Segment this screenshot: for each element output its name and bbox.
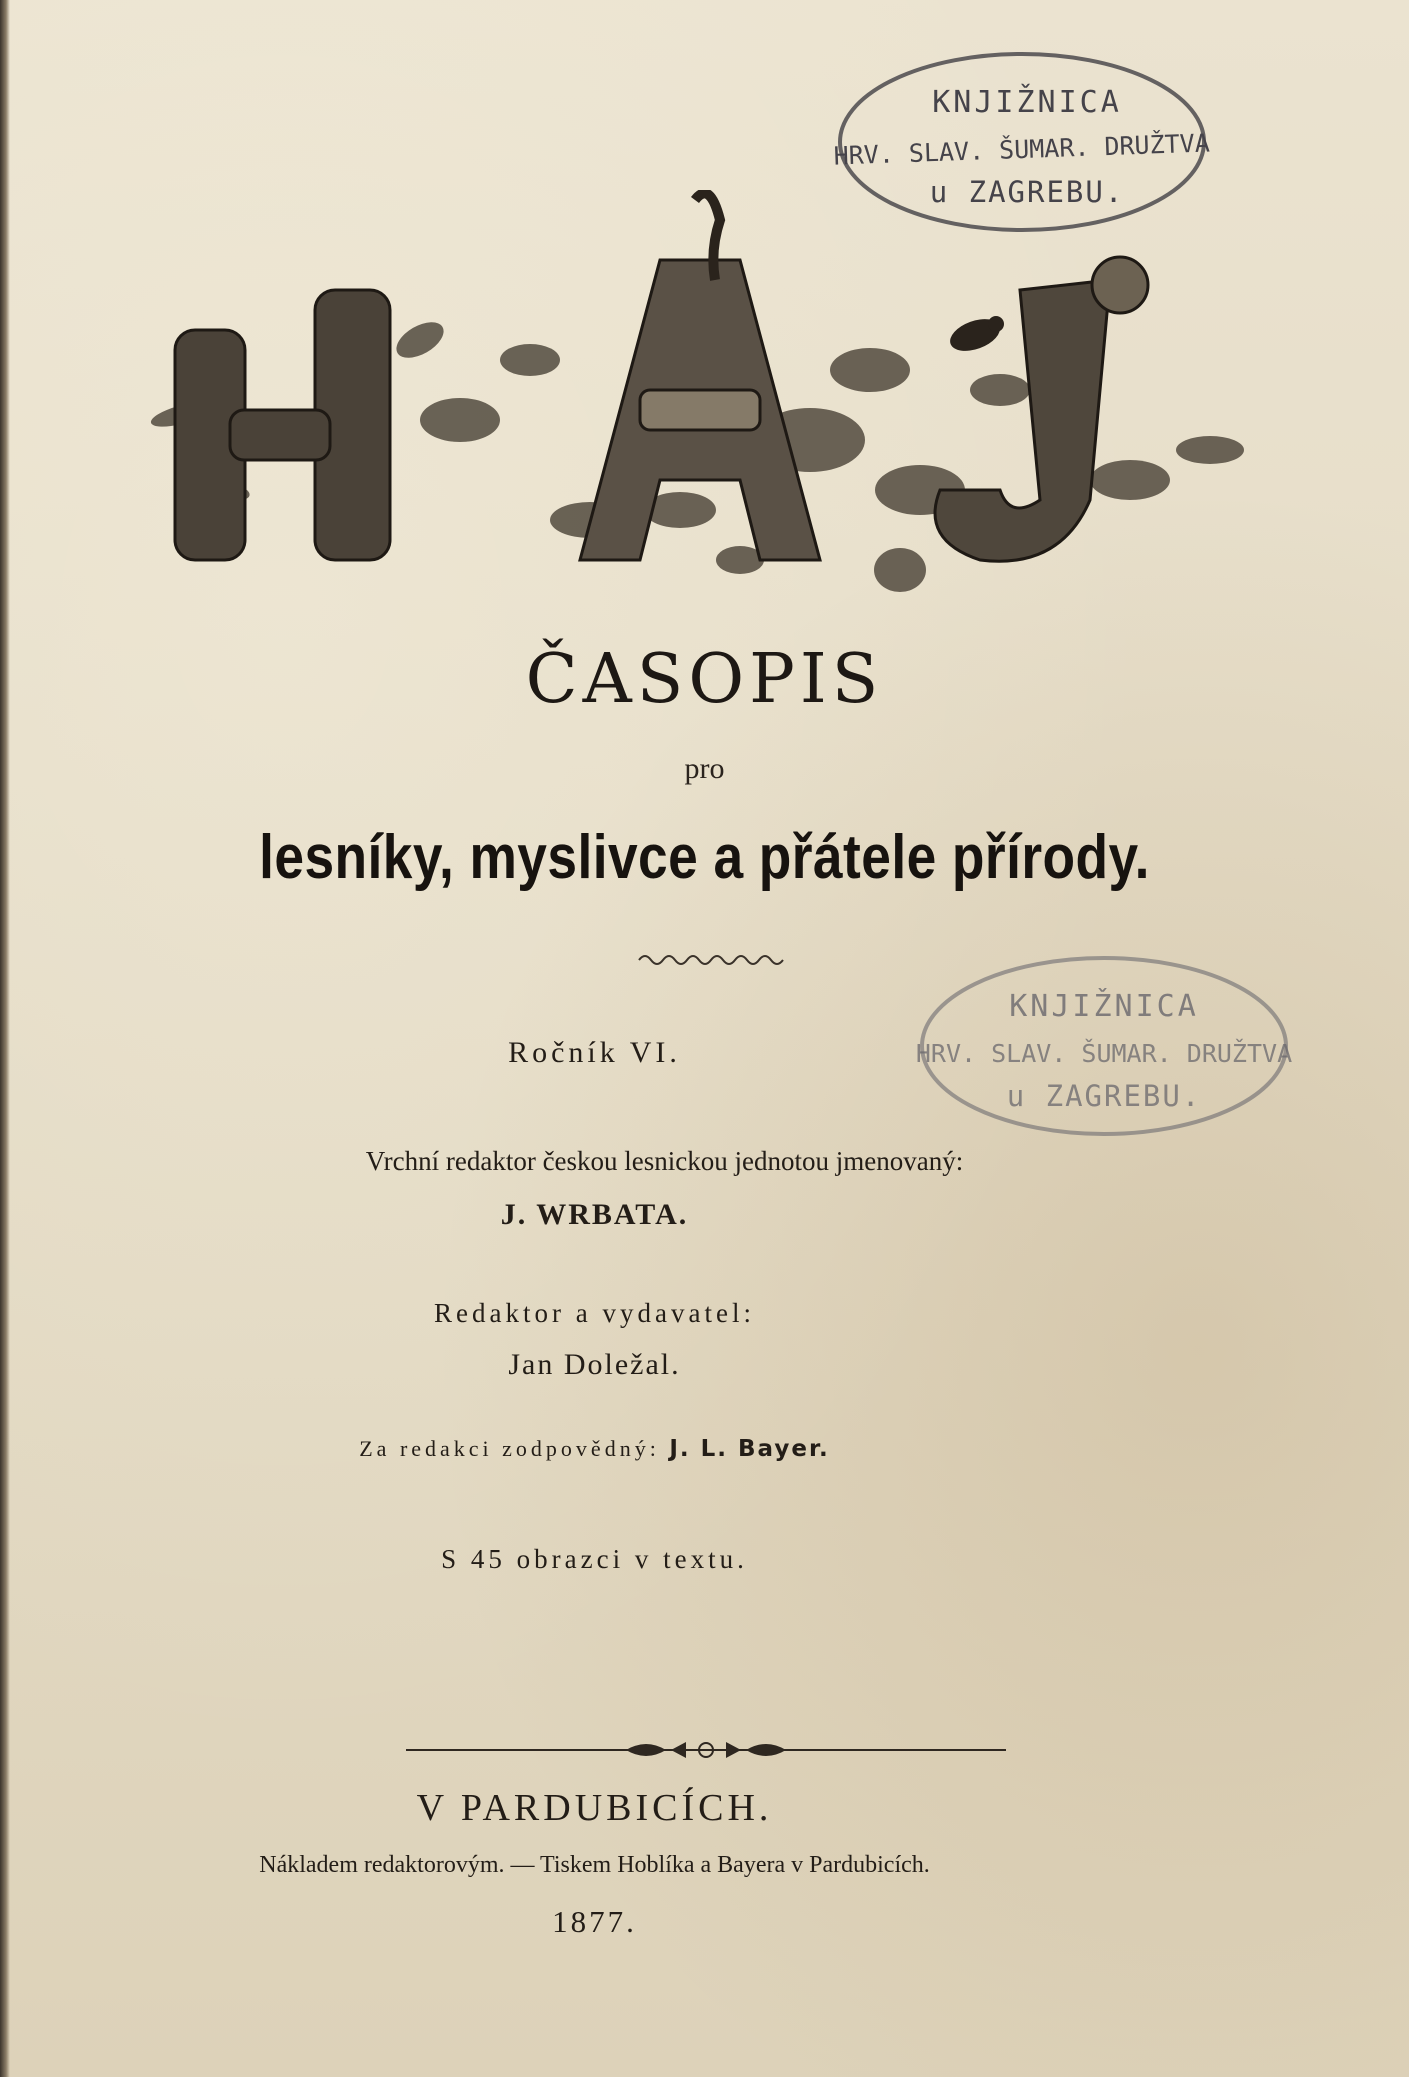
responsible-editor-line [0,1436,1299,1462]
masthead-ornament [120,190,1270,610]
letter-j-ornament [935,257,1148,568]
volume-label: Ročník VI. [508,1036,681,1069]
page-title: ČASOPIS [525,640,884,719]
bird-figure [946,313,1004,357]
editor-label: Redaktor a vydavatel: [434,1298,755,1328]
responsible-name: J. L. Bayer. [669,1436,830,1462]
stamp-line3: u ZAGREBU. [929,175,1125,209]
stamp-line2: HRV. SLAV. ŠUMAR. DRUŽTVA [915,1039,1293,1068]
chief-editor-name: J. WRBATA. [500,1198,689,1231]
responsible-label: Za redakci zodpovědný: [359,1436,660,1461]
stamp-line2: HRV. SLAV. ŠUMAR. DRUŽTVA [833,128,1211,171]
squiggle-divider [634,948,794,968]
ornamental-rule [406,1735,1006,1765]
place-of-publication: V PARDUBICÍCH. [416,1787,773,1829]
chief-editor-label: Vrchní redaktor českou lesnickou jednotou jmenovaný: [365,1146,964,1176]
publication-year: 1877. [552,1904,637,1939]
imprint-line: Nákladem redaktorovým. — Tiskem Hoblíka a Bayera v Pardubicích. [259,1852,930,1878]
illustrations-note: S 45 obrazci v textu. [441,1544,748,1574]
letter-h-ornament [175,290,390,568]
subtitle-pro: pro [684,752,725,785]
letter-a-ornament [580,193,820,578]
stamp-line1: KNJIŽNICA [932,85,1122,120]
stamp-line3: u ZAGREBU. [1006,1079,1202,1113]
journal-subtitle: lesníky, myslivce a přátele přírody. [259,823,1150,892]
stamp-line1: KNJIŽNICA [1009,989,1199,1024]
editor-name: Jan Doležal. [508,1348,681,1381]
